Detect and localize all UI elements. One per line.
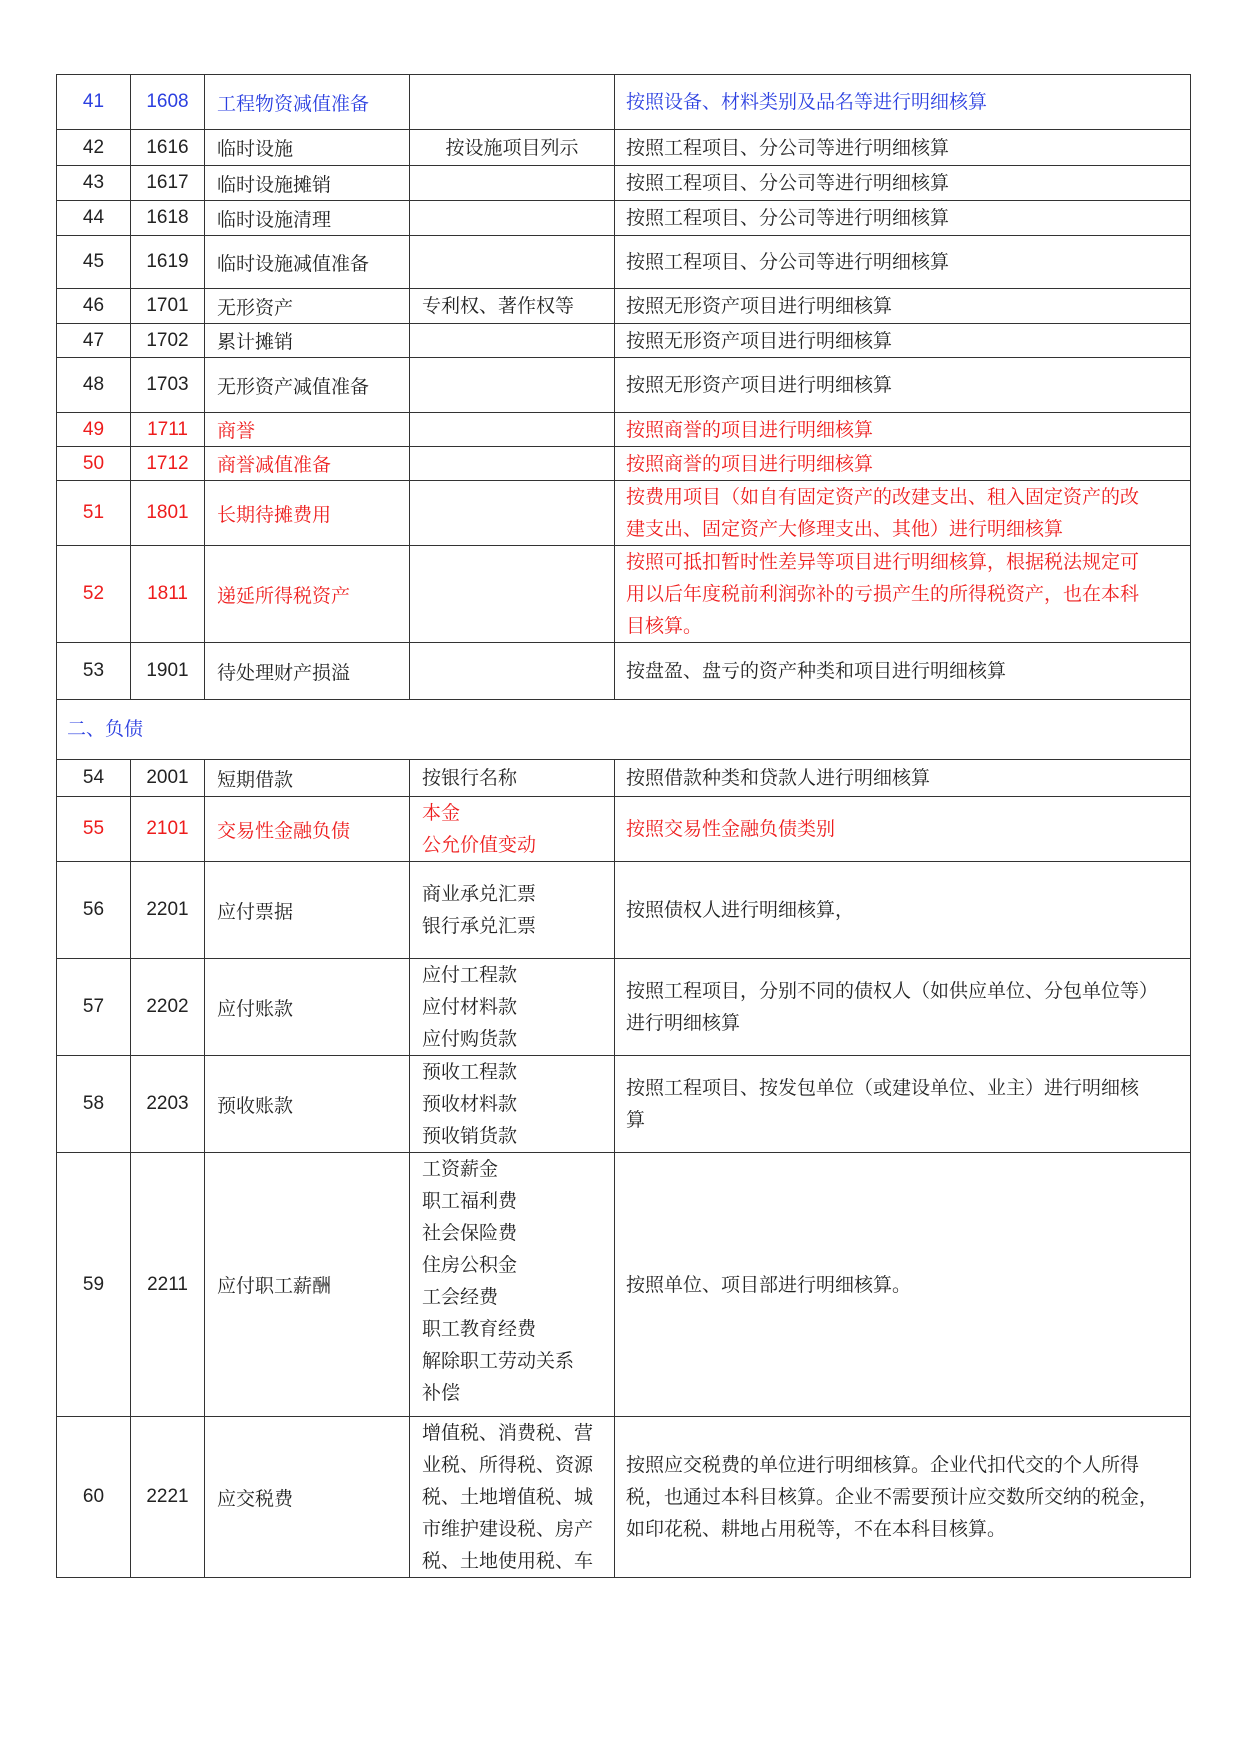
text-lines (422, 1417, 614, 1577)
detail-items (410, 413, 615, 447)
text-line: 预收销货款 (422, 1125, 518, 1147)
table-row (57, 324, 1191, 358)
table-row (57, 1417, 1191, 1578)
accounting-method (615, 75, 1191, 130)
text-lines (626, 202, 1180, 234)
detail-items (410, 201, 615, 236)
accounting-method (615, 201, 1191, 236)
text-line: 应付工程款 (422, 964, 518, 986)
detail-items (410, 1056, 615, 1153)
account-code: 1702 (131, 324, 205, 358)
row-number: 45 (57, 236, 131, 289)
detail-items (410, 236, 615, 289)
row-number: 44 (57, 201, 131, 236)
table-row (57, 166, 1191, 201)
accounting-method (615, 862, 1191, 959)
text-line: 税，也通过本科目核算。企业不需要预计应交数所交纳的税金， (626, 1486, 1159, 1508)
row-number: 47 (57, 324, 131, 358)
text-line: 按照无形资产项目进行明细核算 (626, 374, 893, 396)
text-line: 税、土地使用税、车 (422, 1550, 594, 1572)
account-code: 2221 (131, 1417, 205, 1578)
text-line: 应付购货款 (422, 1028, 518, 1050)
text-line: 按银行名称 (422, 767, 518, 789)
account-code: 2201 (131, 862, 205, 959)
detail-items (410, 797, 615, 862)
text-lines (422, 1056, 614, 1152)
accounting-method (615, 413, 1191, 447)
text-lines (626, 290, 1180, 322)
detail-items (410, 481, 615, 546)
section-heading: 二、负债 (57, 700, 1191, 760)
account-code: 2101 (131, 797, 205, 862)
account-name: 临时设施摊销 (205, 166, 410, 201)
text-line: 按照无形资产项目进行明细核算 (626, 329, 893, 352)
detail-items (410, 130, 615, 166)
table-row (57, 358, 1191, 413)
text-lines (626, 975, 1180, 1039)
text-line: 本金 (422, 802, 461, 824)
row-number: 43 (57, 166, 131, 201)
text-lines (626, 655, 1180, 687)
account-code: 1712 (131, 447, 205, 481)
text-line: 按照工程项目、分公司等进行明细核算 (626, 136, 950, 159)
text-line: 应付材料款 (422, 996, 518, 1018)
row-number: 51 (57, 481, 131, 546)
account-code: 1801 (131, 481, 205, 546)
row-number: 59 (57, 1153, 131, 1417)
text-line: 如印花税、耕地占用税等，不在本科目核算。 (626, 1518, 1007, 1540)
account-code: 1618 (131, 201, 205, 236)
text-lines (422, 878, 614, 942)
row-number: 41 (57, 75, 131, 130)
account-name: 临时设施减值准备 (205, 236, 410, 289)
accounting-method (615, 546, 1191, 643)
accounting-method (615, 1417, 1191, 1578)
row-number: 58 (57, 1056, 131, 1153)
row-number: 53 (57, 643, 131, 700)
account-code: 1616 (131, 130, 205, 166)
text-lines (626, 369, 1180, 401)
table-row (57, 75, 1191, 130)
text-lines (422, 959, 614, 1055)
text-line: 解除职工劳动关系 (422, 1350, 575, 1372)
text-line: 职工福利费 (422, 1190, 518, 1212)
table-row (57, 447, 1191, 481)
table-row (57, 236, 1191, 289)
detail-items (410, 959, 615, 1056)
account-code: 1617 (131, 166, 205, 201)
text-line: 按盘盈、盘亏的资产种类和项目进行明细核算 (626, 660, 1007, 682)
account-name: 应付票据 (205, 862, 410, 959)
text-lines (626, 481, 1180, 545)
account-code: 1711 (131, 413, 205, 447)
account-name: 短期借款 (205, 760, 410, 797)
detail-items (410, 358, 615, 413)
text-lines (626, 1072, 1180, 1136)
account-code: 1619 (131, 236, 205, 289)
text-line: 按照单位、项目部进行明细核算。 (626, 1273, 912, 1296)
text-lines (626, 325, 1180, 357)
text-lines (626, 414, 1180, 446)
row-number: 56 (57, 862, 131, 959)
accounting-method (615, 236, 1191, 289)
text-lines (626, 167, 1180, 199)
text-line: 预收工程款 (422, 1061, 518, 1083)
text-line: 算 (626, 1109, 646, 1131)
table-row (57, 130, 1191, 166)
text-line: 税、土地增值税、城 (422, 1486, 594, 1508)
table-row (57, 760, 1191, 797)
account-code: 2211 (131, 1153, 205, 1417)
accounting-method (615, 166, 1191, 201)
row-number: 57 (57, 959, 131, 1056)
text-line: 目核算。 (626, 615, 703, 637)
text-lines (626, 1269, 1180, 1301)
detail-items (410, 1417, 615, 1578)
row-number: 54 (57, 760, 131, 797)
text-line: 社会保险费 (422, 1222, 518, 1244)
text-line: 补偿 (422, 1382, 461, 1404)
text-line: 用以后年度税前利润弥补的亏损产生的所得税资产，也在本科 (626, 583, 1140, 605)
text-lines (422, 762, 614, 794)
table-row (57, 481, 1191, 546)
account-code: 2203 (131, 1056, 205, 1153)
account-code: 1811 (131, 546, 205, 643)
text-line: 公允价值变动 (422, 834, 537, 856)
account-name: 交易性金融负债 (205, 797, 410, 862)
text-lines (626, 813, 1180, 845)
text-line: 按照商誉的项目进行明细核算 (626, 452, 874, 475)
detail-items (410, 289, 615, 324)
text-lines (626, 1449, 1180, 1545)
text-lines (626, 546, 1180, 642)
accounting-method (615, 797, 1191, 862)
text-line: 按照工程项目、分公司等进行明细核算 (626, 172, 950, 194)
accounting-method (615, 959, 1191, 1056)
account-name: 待处理财产损溢 (205, 643, 410, 700)
text-line: 按照工程项目，分别不同的债权人（如供应单位、分包单位等） (626, 980, 1159, 1002)
row-number: 50 (57, 447, 131, 481)
text-line: 职工教育经费 (422, 1318, 537, 1340)
account-code: 1701 (131, 289, 205, 324)
table-row (57, 797, 1191, 862)
text-lines (626, 86, 1180, 118)
account-name: 累计摊销 (205, 324, 410, 358)
text-lines (626, 448, 1180, 480)
account-code: 2001 (131, 760, 205, 797)
section-row (57, 700, 1191, 760)
text-lines (422, 797, 614, 861)
table-row (57, 959, 1191, 1056)
accounting-method (615, 643, 1191, 700)
table-row (57, 201, 1191, 236)
account-code: 1608 (131, 75, 205, 130)
account-name: 长期待摊费用 (205, 481, 410, 546)
text-lines (626, 132, 1180, 164)
table-row (57, 289, 1191, 324)
account-name: 应付职工薪酬 (205, 1153, 410, 1417)
account-name: 无形资产减值准备 (205, 358, 410, 413)
account-name: 预收账款 (205, 1056, 410, 1153)
detail-items (410, 643, 615, 700)
account-name: 应付账款 (205, 959, 410, 1056)
table-row (57, 546, 1191, 643)
table-row (57, 413, 1191, 447)
text-line: 按照商誉的项目进行明细核算 (626, 418, 874, 441)
table-row (57, 643, 1191, 700)
account-name: 递延所得税资产 (205, 546, 410, 643)
text-line: 建支出、固定资产大修理支出、其他）进行明细核算 (626, 518, 1064, 540)
detail-items (410, 324, 615, 358)
text-line: 工资薪金 (422, 1158, 499, 1180)
account-name: 无形资产 (205, 289, 410, 324)
text-line: 市维护建设税、房产 (422, 1518, 594, 1540)
text-line: 按费用项目（如自有固定资产的改建支出、租入固定资产的改 (626, 486, 1140, 508)
row-number: 52 (57, 546, 131, 643)
account-code: 1901 (131, 643, 205, 700)
text-lines (422, 290, 614, 322)
text-lines (626, 894, 1180, 926)
text-line: 专利权、著作权等 (422, 295, 575, 317)
row-number: 48 (57, 358, 131, 413)
detail-items (410, 447, 615, 481)
row-number: 55 (57, 797, 131, 862)
account-table (56, 74, 1191, 1578)
text-line: 商业承兑汇票 (422, 883, 537, 905)
text-line: 按照借款种类和贷款人进行明细核算 (626, 767, 931, 789)
text-lines (422, 1153, 614, 1409)
text-line: 增值税、消费税、营 (422, 1422, 594, 1444)
detail-items (410, 166, 615, 201)
text-line: 按照工程项目、分公司等进行明细核算 (626, 251, 950, 273)
account-name: 商誉减值准备 (205, 447, 410, 481)
table-row (57, 1153, 1191, 1417)
text-line: 按照设备、材料类别及品名等进行明细核算 (626, 91, 988, 113)
row-number: 49 (57, 413, 131, 447)
text-line: 进行明细核算 (626, 1012, 741, 1034)
accounting-method (615, 447, 1191, 481)
accounting-method (615, 481, 1191, 546)
account-name: 工程物资减值准备 (205, 75, 410, 130)
accounting-method (615, 1056, 1191, 1153)
account-name: 临时设施 (205, 130, 410, 166)
row-number: 42 (57, 130, 131, 166)
text-line: 按设施项目列示 (445, 136, 579, 159)
table-row (57, 862, 1191, 959)
account-table-sheet (56, 74, 1190, 1578)
detail-items (410, 75, 615, 130)
text-line: 工会经费 (422, 1286, 499, 1308)
row-number: 60 (57, 1417, 131, 1578)
text-lines (410, 132, 614, 164)
text-line: 住房公积金 (422, 1254, 518, 1276)
text-line: 按照可抵扣暂时性差异等项目进行明细核算，根据税法规定可 (626, 551, 1140, 573)
accounting-method (615, 289, 1191, 324)
accounting-method (615, 130, 1191, 166)
detail-items (410, 760, 615, 797)
text-line: 按照工程项目、分公司等进行明细核算 (626, 207, 950, 229)
accounting-method (615, 1153, 1191, 1417)
detail-items (410, 862, 615, 959)
table-row (57, 1056, 1191, 1153)
detail-items (410, 1153, 615, 1417)
account-name: 临时设施清理 (205, 201, 410, 236)
account-name: 应交税费 (205, 1417, 410, 1578)
text-line: 按照工程项目、按发包单位（或建设单位、业主）进行明细核 (626, 1077, 1140, 1099)
text-line: 按照交易性金融负债类别 (626, 818, 836, 840)
text-line: 业税、所得税、资源 (422, 1454, 594, 1476)
accounting-method (615, 358, 1191, 413)
account-code: 2202 (131, 959, 205, 1056)
text-lines (626, 762, 1180, 794)
text-line: 预收材料款 (422, 1093, 518, 1115)
text-lines (626, 246, 1180, 278)
text-line: 银行承兑汇票 (422, 915, 537, 937)
text-line: 按照无形资产项目进行明细核算 (626, 295, 893, 317)
text-line: 按照债权人进行明细核算， (626, 899, 855, 921)
detail-items (410, 546, 615, 643)
row-number: 46 (57, 289, 131, 324)
accounting-method (615, 324, 1191, 358)
account-code: 1703 (131, 358, 205, 413)
accounting-method (615, 760, 1191, 797)
account-name: 商誉 (205, 413, 410, 447)
text-line: 按照应交税费的单位进行明细核算。企业代扣代交的个人所得 (626, 1454, 1140, 1476)
